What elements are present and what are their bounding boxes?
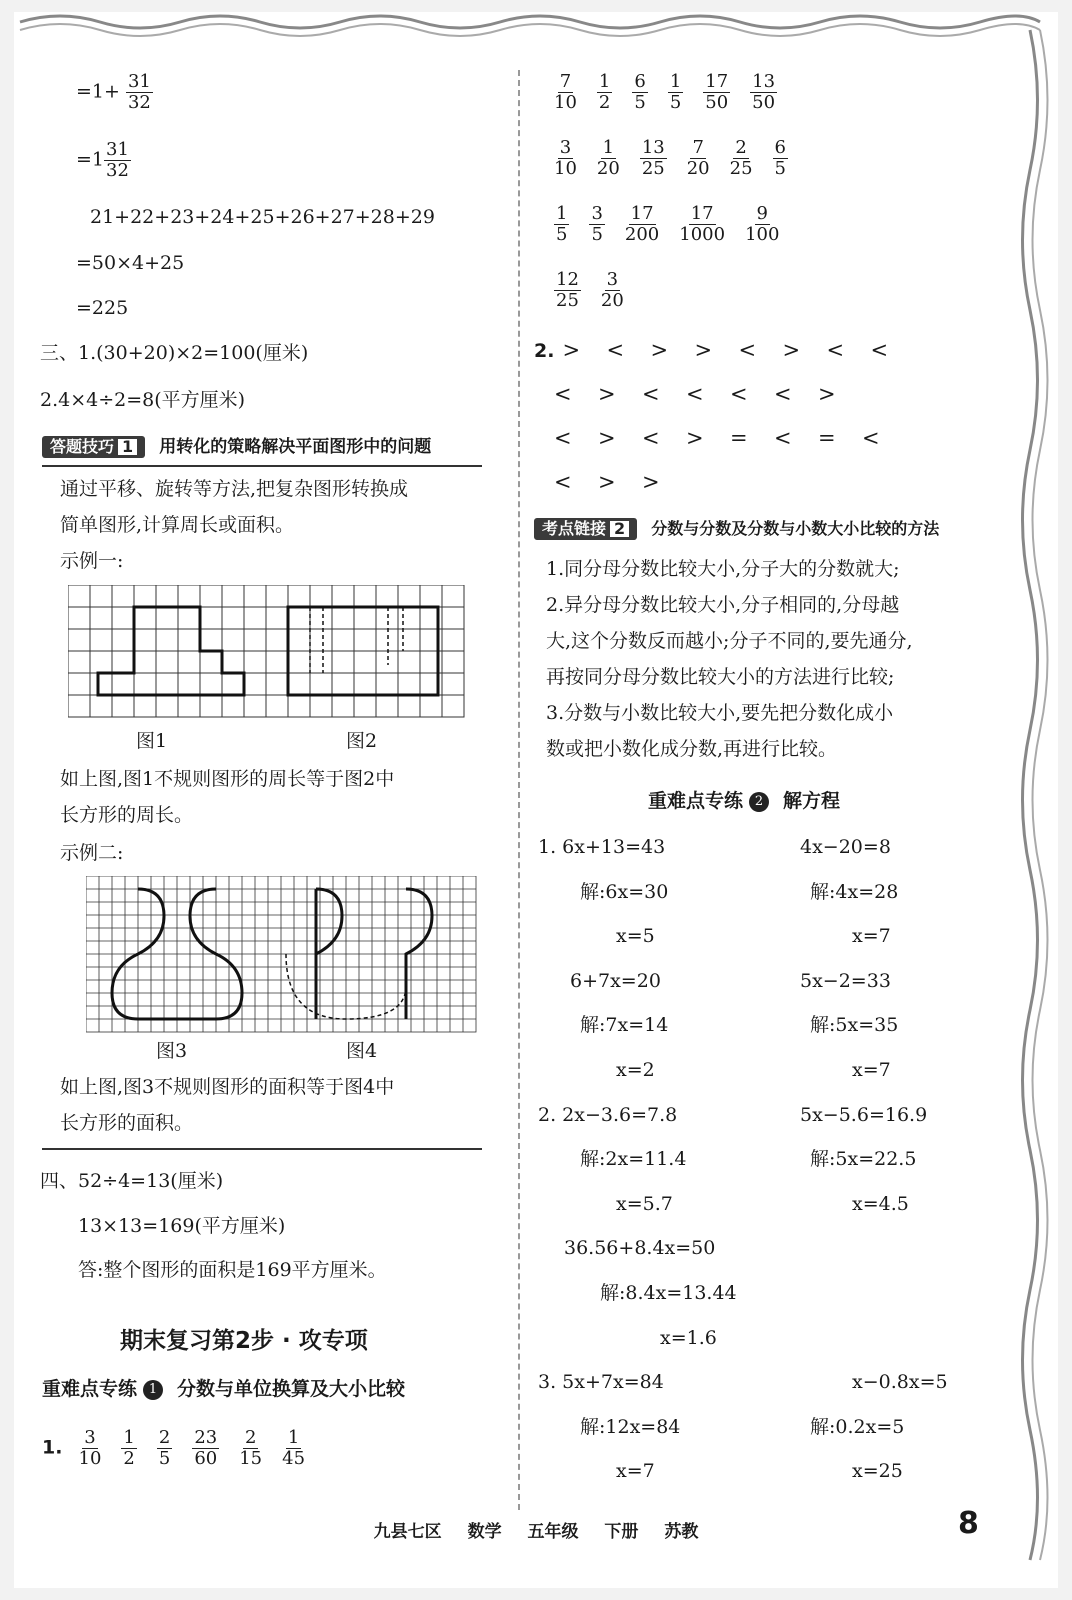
fraction-row: [544, 204, 789, 245]
equation-line: x=5.7: [616, 1192, 673, 1215]
grid-figure-3-4: [86, 876, 496, 1036]
comparison-symbol: >: [598, 470, 616, 494]
answer-fraction: $\frac{9}{100}$: [745, 203, 780, 245]
figure-1-caption: 图1: [136, 730, 168, 752]
tip-bottom-line: [42, 1148, 482, 1150]
comparison-symbol: <: [554, 426, 572, 450]
equation-line: 解:5x=35: [810, 1014, 899, 1037]
answer-fraction: $\frac{17}{200}$: [624, 203, 660, 245]
footer-grade: 五年级: [527, 1522, 579, 1542]
figure-3-caption: 图3: [156, 1040, 188, 1062]
answer-fraction: $\frac{2}{25}$: [729, 137, 753, 179]
answer-fraction: $\frac{1}{20}$: [596, 137, 620, 179]
answer-fraction: $\frac{12}{25}$: [556, 269, 579, 311]
equation-line: 5x−2=33: [800, 969, 891, 992]
calc-line-5: =225: [76, 297, 129, 319]
q1-fraction: $\frac{1}{2}$: [123, 1427, 135, 1469]
answer-fraction: $\frac{3}{5}$: [591, 203, 603, 245]
example-1-label: 示例一:: [60, 550, 124, 572]
equation-line: 解:6x=30: [580, 880, 669, 903]
comparison-symbol: >: [694, 338, 713, 362]
equation-line: 解:5x=22.5: [810, 1148, 917, 1171]
answer-fraction: $\frac{6}{5}$: [634, 71, 646, 113]
tip-text-1: 通过平移、旋转等方法,把复杂图形转换成: [60, 478, 409, 500]
section-3-q2: 2.4×4÷2=8(平方厘米): [40, 389, 246, 411]
calc-line-2: =1 $\frac{31}{32}$: [76, 139, 129, 181]
comparison-symbol: >: [650, 338, 669, 362]
comparison-symbol: >: [686, 426, 704, 450]
equation-line: 解:8.4x=13.44: [600, 1282, 737, 1304]
link-text-1: 1.同分母分数比较大小,分子大的分数就大;: [546, 558, 900, 580]
equation-line: 解:7x=14: [580, 1014, 669, 1037]
q1-fraction: $\frac{2}{15}$: [239, 1427, 263, 1469]
q2-label: 2.: [534, 340, 555, 362]
comparison-symbol: <: [642, 382, 660, 406]
equation-line: 36.56+8.4x=50: [564, 1237, 716, 1260]
comparison-symbol: >: [818, 382, 836, 406]
link-text-6: 数或把小数化成分数,再进行比较。: [546, 738, 838, 760]
fraction-row: [544, 138, 798, 179]
answer-fraction: $\frac{3}{20}$: [600, 269, 624, 311]
tip-underline: [42, 465, 482, 467]
comparison-symbol: >: [562, 338, 581, 362]
tip-header: [42, 436, 431, 458]
equation-line: x=25: [852, 1460, 903, 1483]
comparison-symbol: >: [642, 470, 660, 494]
section-4-answer: 答:整个图形的面积是169平方厘米。: [78, 1259, 387, 1281]
equation-line: 3. 5x+7x=84: [538, 1371, 664, 1394]
equation-line: 解:12x=84: [580, 1415, 681, 1438]
figure-2-caption: 图2: [346, 730, 378, 752]
equation-line: x=7: [852, 1059, 891, 1081]
grid-figure-1-2: [68, 585, 488, 725]
equation-line: 解:0.2x=5: [810, 1415, 905, 1438]
footer-subject: 数学: [467, 1522, 502, 1542]
comparison-symbol: >: [782, 338, 801, 362]
footer: [0, 1517, 1072, 1542]
comparison-symbol: <: [870, 338, 889, 362]
figure-4-caption: 图4: [346, 1040, 378, 1062]
q1-fractions: 1. $\frac{3}{10}$ $\frac{1}{2}$ $\frac{2}{5}$ $\frac{23}{60}$ $\frac{2}{15}$ $\frac{1}{45}$: [42, 1427, 306, 1469]
equation-line: 6+7x=20: [570, 969, 661, 992]
q1-fraction: $\frac{2}{5}$: [158, 1427, 171, 1469]
footer-edition: 苏教: [664, 1522, 699, 1542]
footer-volume: 下册: [604, 1522, 639, 1542]
answer-fraction: $\frac{3}{10}$: [554, 137, 577, 179]
comparison-symbol: <: [738, 338, 757, 362]
answer-fraction: $\frac{17}{1000}$: [679, 203, 726, 245]
equation-line: x=7: [852, 925, 891, 948]
example-2-desc-2: 长方形的面积。: [60, 1112, 194, 1134]
answer-fraction: $\frac{7}{10}$: [554, 71, 577, 113]
equation-line: x−0.8x=5: [852, 1371, 948, 1394]
comparison-symbol: >: [598, 382, 616, 406]
section-3-q1: 三、1.(30+20)×2=100(厘米): [40, 342, 309, 364]
comparison-symbol: <: [606, 338, 625, 362]
comparison-symbol: <: [826, 338, 845, 362]
equation-line: x=7: [616, 1460, 655, 1483]
equation-line: x=5: [616, 925, 655, 948]
comparison-symbol: <: [730, 382, 748, 406]
link-text-4: 再按同分母分数比较大小的方法进行比较;: [546, 666, 895, 688]
q1-fraction: $\frac{23}{60}$: [194, 1427, 218, 1469]
calc-line-4: =50×4+25: [76, 252, 185, 274]
comparison-symbol: <: [686, 382, 704, 406]
answer-fraction: $\frac{17}{50}$: [705, 71, 729, 113]
calc-line-1: =1+ $\frac{31}{32}$: [76, 71, 151, 113]
page-number: 8: [958, 1506, 979, 1541]
equation-line: 4x−20=8: [800, 836, 891, 858]
fraction-row: [544, 72, 787, 113]
review-title: 期末复习第2步 · 攻专项: [120, 1328, 368, 1354]
link-header: [534, 518, 939, 540]
link-tag: 考点链接 2: [534, 518, 637, 540]
answer-fraction: $\frac{1}{2}$: [598, 71, 611, 113]
link-title: 分数与分数及分数与小数大小比较的方法: [651, 519, 940, 538]
answer-fraction: $\frac{6}{5}$: [774, 137, 786, 179]
comparison-symbol: =: [730, 426, 748, 450]
section-4-line-1: 四、52÷4=13(厘米): [40, 1170, 224, 1192]
fraction-row: [544, 270, 634, 311]
section-4-line-2: 13×13=169(平方厘米): [78, 1215, 286, 1237]
special-2-header: 重难点专练 2 解方程: [648, 790, 841, 812]
special-1-header: 重难点专练 1 分数与单位换算及大小比较: [42, 1378, 406, 1400]
equation-line: x=2: [616, 1059, 655, 1081]
example-1-desc-2: 长方形的周长。: [60, 804, 194, 826]
comparison-symbol: <: [774, 426, 792, 450]
link-text-3: 大,这个分数反而越小;分子不同的,要先通分,: [546, 630, 913, 652]
special-2-number: 2: [749, 792, 769, 812]
comparison-symbol: <: [774, 382, 792, 406]
example-1-desc-1: 如上图,图1不规则图形的周长等于图2中: [60, 768, 395, 790]
equation-line: x=4.5: [852, 1192, 909, 1215]
answer-fraction: $\frac{7}{20}$: [686, 137, 710, 179]
special-1-number: 1: [143, 1380, 163, 1400]
comparison-symbol: =: [818, 426, 836, 450]
answer-fraction: $\frac{1}{5}$: [669, 71, 682, 113]
example-2-label: 示例二:: [60, 842, 124, 864]
tip-tag: 答题技巧 1: [42, 436, 145, 458]
comparison-row: [554, 384, 862, 405]
tip-text-2: 简单图形,计算周长或面积。: [60, 514, 295, 536]
comparison-row: [554, 472, 686, 493]
equation-line: x=1.6: [660, 1326, 717, 1349]
equation-line: 解:4x=28: [810, 880, 899, 903]
comparison-row: [534, 340, 914, 361]
comparison-row: [554, 428, 906, 449]
comparison-symbol: <: [642, 426, 660, 450]
comparison-symbol: <: [862, 426, 880, 450]
calc-line-3: 21+22+23+24+25+26+27+28+29: [90, 206, 435, 228]
q1-fraction: $\frac{1}{45}$: [282, 1427, 306, 1469]
link-text-5: 3.分数与小数比较大小,要先把分数化成小: [546, 702, 894, 724]
comparison-symbol: <: [554, 470, 572, 494]
comparison-symbol: <: [554, 382, 572, 406]
footer-region: 九县七区: [373, 1522, 442, 1542]
column-divider: [518, 70, 520, 1510]
answer-fraction: $\frac{1}{5}$: [556, 203, 568, 245]
equation-line: 解:2x=11.4: [580, 1148, 687, 1171]
link-text-2: 2.异分母分数比较大小,分子相同的,分母越: [546, 594, 900, 616]
equation-line: 5x−5.6=16.9: [800, 1103, 928, 1126]
equation-line: 1. 6x+13=43: [538, 836, 666, 858]
q1-fraction: $\frac{3}{10}$: [78, 1427, 102, 1469]
answer-fraction: $\frac{13}{25}$: [641, 137, 665, 179]
example-2-desc-1: 如上图,图3不规则图形的面积等于图4中: [60, 1076, 395, 1098]
equation-line: 2. 2x−3.6=7.8: [538, 1103, 678, 1126]
answer-fraction: $\frac{13}{50}$: [752, 71, 776, 113]
tip-title: 用转化的策略解决平面图形中的问题: [159, 437, 432, 457]
comparison-symbol: >: [598, 426, 616, 450]
